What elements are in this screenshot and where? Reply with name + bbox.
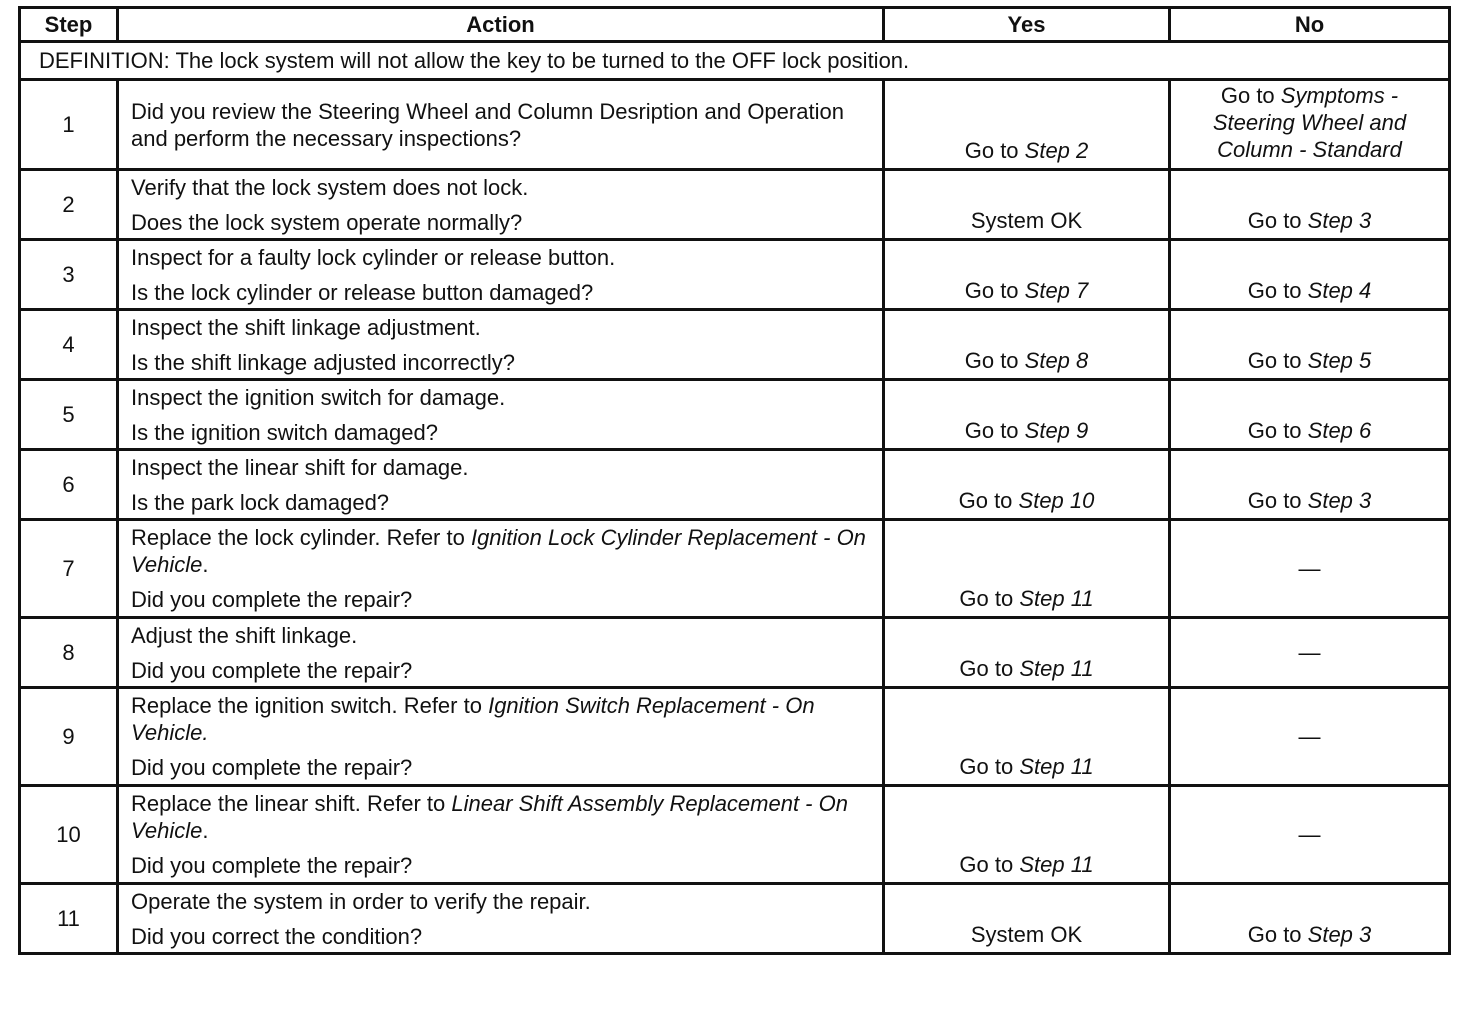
action-cell bbox=[118, 786, 884, 884]
action-cell bbox=[118, 310, 884, 380]
step-link[interactable]: Step 5 bbox=[1307, 348, 1372, 373]
yes-cell: Go to Step 7 bbox=[884, 240, 1170, 310]
definition-row bbox=[20, 42, 1450, 80]
action-cell bbox=[118, 884, 884, 954]
table-row bbox=[20, 786, 1450, 884]
step-link[interactable]: Step 7 bbox=[1024, 278, 1089, 303]
yes-cell: Go to Step 10 bbox=[884, 450, 1170, 520]
diagnostic-table bbox=[18, 6, 1451, 955]
action-question: Did you complete the repair? bbox=[131, 657, 413, 683]
step-number: 11 bbox=[20, 884, 118, 954]
step-link[interactable]: Step 11 bbox=[1019, 586, 1094, 611]
yes-cell: Go to Step 11 bbox=[884, 786, 1170, 884]
yes-cell: Go to Step 2 bbox=[884, 80, 1170, 170]
action-cell bbox=[118, 520, 884, 618]
reference-link[interactable]: Ignition Switch Replacement - On Vehicle. bbox=[131, 693, 815, 745]
action-question: Does the lock system operate normally? bbox=[131, 209, 523, 235]
header-no: No bbox=[1170, 8, 1450, 42]
action-instruction: Replace the lock cylinder. Refer to Ignition Lock Cylinder Replacement - On Vehicle. bbox=[131, 525, 866, 577]
definition-text: DEFINITION: The lock system will not allow the key to be turned to the OFF lock position. bbox=[20, 42, 1450, 80]
action-cell bbox=[118, 450, 884, 520]
no-cell: Go to Step 4 bbox=[1170, 240, 1450, 310]
table-row bbox=[20, 618, 1450, 688]
step-number: 9 bbox=[20, 688, 118, 786]
step-number: 7 bbox=[20, 520, 118, 618]
no-cell: — bbox=[1170, 520, 1450, 618]
action-question: Is the ignition switch damaged? bbox=[131, 419, 438, 445]
step-link[interactable]: Step 6 bbox=[1307, 418, 1372, 443]
no-cell: Go to Step 5 bbox=[1170, 310, 1450, 380]
action-cell bbox=[118, 240, 884, 310]
step-link[interactable]: Step 4 bbox=[1307, 278, 1372, 303]
step-number: 2 bbox=[20, 170, 118, 240]
no-cell: — bbox=[1170, 786, 1450, 884]
action-question: Did you complete the repair? bbox=[131, 587, 413, 612]
reference-link[interactable]: Linear Shift Assembly Replacement - On Vehicle bbox=[131, 791, 848, 843]
table-row bbox=[20, 380, 1450, 450]
step-link[interactable]: Step 2 bbox=[1024, 138, 1089, 163]
no-cell: Go to Step 3 bbox=[1170, 884, 1450, 954]
action-instruction: Inspect for a faulty lock cylinder or release button. bbox=[131, 244, 616, 270]
action-question: Is the shift linkage adjusted incorrectly? bbox=[131, 349, 515, 375]
no-cell: Go to Step 6 bbox=[1170, 380, 1450, 450]
action-instruction: Did you review the Steering Wheel and Column Desription and Operation and perform the necessary inspections? bbox=[131, 98, 844, 151]
step-number: 1 bbox=[20, 80, 118, 170]
no-cell: — bbox=[1170, 618, 1450, 688]
no-cell: Go to Step 3 bbox=[1170, 170, 1450, 240]
action-instruction: Inspect the linear shift for damage. bbox=[131, 454, 469, 480]
step-number: 8 bbox=[20, 618, 118, 688]
step-link[interactable]: Symptoms - Steering Wheel and Column - Standard bbox=[1212, 83, 1407, 162]
action-instruction: Operate the system in order to verify the repair. bbox=[131, 888, 591, 914]
table-row bbox=[20, 80, 1450, 170]
reference-link[interactable]: Ignition Lock Cylinder Replacement - On Vehicle bbox=[131, 525, 866, 577]
yes-cell: Go to Step 11 bbox=[884, 618, 1170, 688]
action-cell bbox=[118, 170, 884, 240]
yes-cell: Go to Step 8 bbox=[884, 310, 1170, 380]
no-cell: Go to Step 3 bbox=[1170, 450, 1450, 520]
table-row bbox=[20, 450, 1450, 520]
step-link[interactable]: Step 8 bbox=[1024, 348, 1089, 373]
table-row bbox=[20, 310, 1450, 380]
action-instruction: Inspect the shift linkage adjustment. bbox=[131, 314, 481, 340]
action-question: Did you complete the repair? bbox=[131, 755, 413, 780]
yes-cell: System OK bbox=[884, 884, 1170, 954]
step-number: 3 bbox=[20, 240, 118, 310]
step-link[interactable]: Step 11 bbox=[1019, 852, 1094, 877]
header-row bbox=[20, 8, 1450, 42]
action-instruction: Adjust the shift linkage. bbox=[131, 622, 358, 648]
table-row bbox=[20, 520, 1450, 618]
action-instruction: Replace the ignition switch. Refer to Ignition Switch Replacement - On Vehicle. bbox=[131, 693, 815, 745]
action-instruction: Verify that the lock system does not lock. bbox=[131, 174, 529, 200]
table-row bbox=[20, 884, 1450, 954]
yes-cell: System OK bbox=[884, 170, 1170, 240]
step-number: 5 bbox=[20, 380, 118, 450]
step-number: 4 bbox=[20, 310, 118, 380]
action-instruction: Replace the linear shift. Refer to Linear Shift Assembly Replacement - On Vehicle. bbox=[131, 791, 848, 843]
header-yes: Yes bbox=[884, 8, 1170, 42]
table-row bbox=[20, 170, 1450, 240]
action-question: Did you correct the condition? bbox=[131, 923, 423, 949]
action-cell bbox=[118, 618, 884, 688]
no-cell: Go to Symptoms - Steering Wheel and Column - Standard bbox=[1170, 80, 1450, 170]
action-question: Is the lock cylinder or release button damaged? bbox=[131, 279, 594, 305]
step-link[interactable]: Step 11 bbox=[1019, 656, 1094, 681]
action-question: Did you complete the repair? bbox=[131, 853, 413, 878]
header-step: Step bbox=[20, 8, 118, 42]
yes-cell: Go to Step 11 bbox=[884, 520, 1170, 618]
action-cell bbox=[118, 80, 884, 170]
no-cell: — bbox=[1170, 688, 1450, 786]
action-instruction: Inspect the ignition switch for damage. bbox=[131, 384, 506, 410]
step-number: 10 bbox=[20, 786, 118, 884]
step-link[interactable]: Step 3 bbox=[1307, 922, 1372, 947]
step-link[interactable]: Step 9 bbox=[1024, 418, 1089, 443]
action-cell bbox=[118, 688, 884, 786]
action-cell bbox=[118, 380, 884, 450]
table-row bbox=[20, 240, 1450, 310]
step-link[interactable]: Step 3 bbox=[1307, 488, 1372, 513]
step-link[interactable]: Step 11 bbox=[1019, 754, 1094, 779]
header-action: Action bbox=[118, 8, 884, 42]
step-link[interactable]: Step 3 bbox=[1307, 208, 1372, 233]
action-question: Is the park lock damaged? bbox=[131, 489, 390, 515]
step-number: 6 bbox=[20, 450, 118, 520]
step-link[interactable]: Step 10 bbox=[1018, 488, 1095, 513]
table-row bbox=[20, 688, 1450, 786]
yes-cell: Go to Step 11 bbox=[884, 688, 1170, 786]
yes-cell: Go to Step 9 bbox=[884, 380, 1170, 450]
